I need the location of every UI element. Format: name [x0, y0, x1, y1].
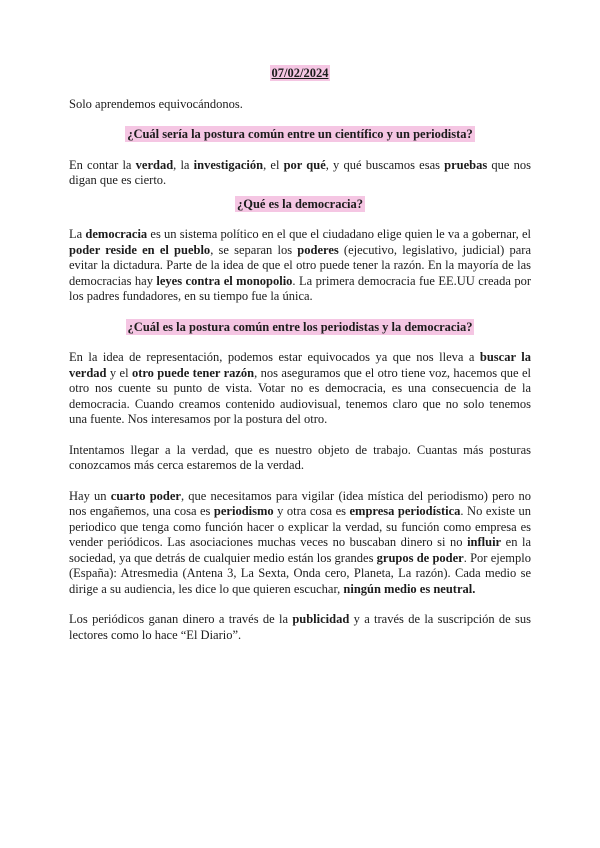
text-run: Los periódicos ganan dinero a través de la: [69, 612, 293, 626]
section-heading: [69, 197, 531, 213]
text-highlight: [125, 126, 475, 142]
text-run: otro puede tener razón: [131, 365, 255, 380]
text-run: publicidad: [292, 612, 350, 626]
text-run: y otra cosa es: [273, 504, 350, 518]
text-run: leyes contra el monopolio: [156, 273, 293, 288]
text-run: , se separan los: [210, 242, 298, 257]
text-run: ¿Cuál sería la postura común entre un científico y un periodista?: [127, 127, 473, 141]
text-run: democracia: [85, 227, 148, 241]
text-highlight: [235, 196, 365, 212]
text-run: Hay un: [69, 488, 111, 503]
text-run: En contar la: [69, 157, 136, 172]
text-run: En la idea de representación, podemos estar equivocados ya que nos lleva a: [69, 350, 480, 364]
date-line: [69, 66, 531, 82]
text-run: y a través de la suscripción de sus lectores como lo hace “El Diario”.: [69, 612, 531, 642]
text-run: cuarto poder: [110, 488, 181, 503]
text-run: y el: [106, 365, 132, 380]
paragraph: [69, 489, 531, 598]
text-run: . Por ejemplo (España): Atresmedia (Antena 3, La Sexta, Onda cero, Planeta, La razón). Cada medio se dirige a su audiencia, les dice lo que quieren escuchar,: [69, 550, 531, 596]
text-run: por qué: [283, 157, 326, 172]
text-run: empresa periodística: [349, 504, 461, 518]
text-run: poderes: [297, 242, 339, 257]
paragraph: [69, 443, 531, 474]
text-run: , que necesitamos para vigilar (idea mística del periodismo) pero no nos engañemos, una cosa es: [69, 488, 532, 518]
text-run: ningún medio es neutral.: [343, 581, 476, 596]
text-run: , y qué buscamos esas: [325, 157, 445, 172]
paragraph: [69, 350, 531, 428]
text-run: pruebas: [444, 157, 488, 172]
text-run: Solo aprendemos equivocándonos.: [69, 96, 243, 111]
text-run: periodismo: [213, 504, 274, 518]
text-run: buscar la verdad: [69, 350, 531, 380]
text-run: ¿Qué es la democracia?: [236, 196, 363, 211]
text-run: poder reside en el pueblo: [69, 242, 211, 257]
text-run: 07/02/2024: [271, 66, 329, 80]
text-run: en la sociedad, ya que detrás de cualquier medio están los grandes: [69, 535, 532, 565]
text-run: (ejecutivo, legislativo, judicial) para evitar la dictadura. Parte de la idea de que el otro puede tener la razón. En la mayoría de las democracias hay: [69, 242, 531, 288]
text-run: Intentamos llegar a la verdad, que es nuestro objeto de trabajo. Cuantas más posturas conozcamos más cerca estaremos de la verdad.: [69, 442, 531, 472]
paragraph: [69, 612, 531, 643]
text-run: . La primera democracia fue EE.UU creada por los padres fundadores, en su tiempo fue la única.: [69, 273, 531, 303]
text-run: que nos digan que es cierto.: [69, 157, 532, 187]
section-heading: [69, 127, 531, 143]
paragraph: [69, 97, 531, 113]
text-highlight: [270, 65, 331, 81]
text-run: La: [69, 227, 86, 241]
section-heading: [69, 320, 531, 336]
text-highlight: [126, 319, 475, 335]
paragraph: [69, 227, 531, 305]
text-run: influir: [467, 535, 502, 549]
text-run: grupos de poder: [376, 550, 464, 565]
text-run: , la: [173, 157, 194, 172]
text-run: investigación: [193, 157, 264, 172]
text-run: . No existe un periodico que tenga como función hacer o explicar la verdad, su función como empresa es vender periódicos. Las asociaciones muchas veces no buscaban dinero si no: [69, 504, 531, 549]
text-run: ¿Cuál es la postura común entre los periodistas y la democracia?: [127, 319, 473, 334]
text-run: , nos aseguramos que el otro tiene voz, hacemos que el otro nos cuente su punto de vista. Votar no es democracia, es una consecuencia de la democracia. Cuando creamos contenido audiovisual, tenemos claro que no solo tenemos una fuente. Nos interesamos por la postura del otro.: [69, 365, 531, 426]
text-run: es un sistema político en el que el ciudadano elige quien le va a gobernar, el: [147, 227, 531, 241]
text-run: verdad: [135, 157, 174, 172]
paragraph: [69, 158, 531, 189]
text-run: , el: [263, 157, 284, 172]
